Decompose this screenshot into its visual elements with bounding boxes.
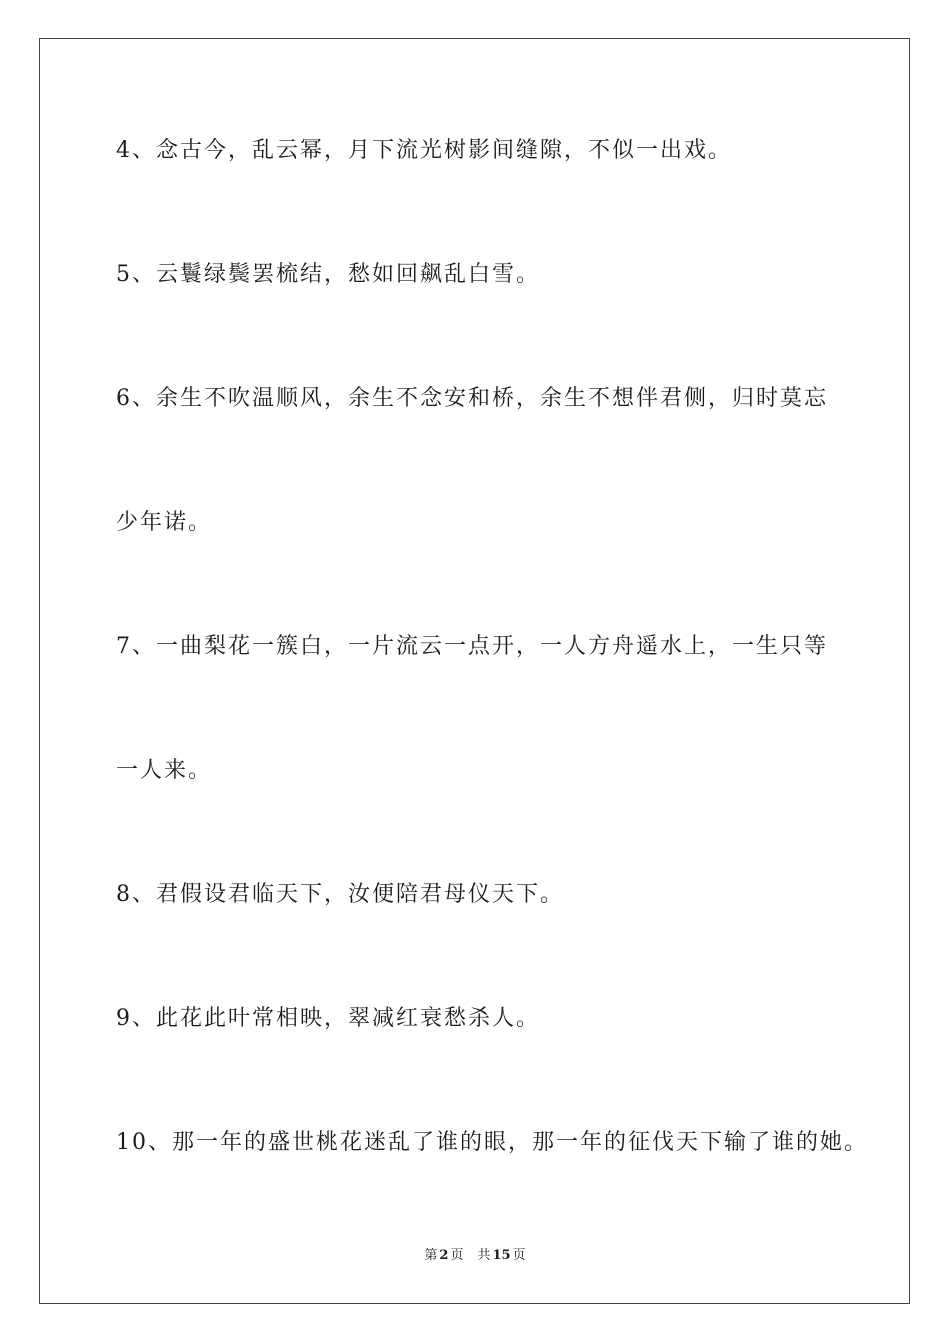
quote-line-9: 9、此花此叶常相映，翠减红衰愁杀人。 [116,1006,540,1031]
page-border [39,38,910,1304]
quote-line-6: 6、余生不吹温顺风，余生不念安和桥，余生不想伴君侧，归时莫忘 [116,386,828,411]
page-prefix: 第 [424,1248,438,1263]
quote-line-7: 7、一曲梨花一簇白，一片流云一点开，一人方舟遥水上，一生只等 [116,634,828,659]
total-prefix: 共 [477,1248,491,1263]
quote-line-6-continued: 少年诺。 [116,510,213,535]
page-number: 2 [439,1248,449,1263]
quote-line-7-continued: 一人来。 [116,758,213,783]
quote-line-8: 8、君假设君临天下，汝便陪君母仪天下。 [116,882,564,907]
page-suffix: 页 [450,1248,464,1263]
page-footer [0,1247,950,1265]
total-pages: 15 [492,1248,511,1263]
total-suffix: 页 [512,1248,526,1263]
quote-line-5: 5、云鬟绿鬓罢梳结，愁如回飙乱白雪。 [116,262,540,287]
quote-line-4: 4、念古今，乱云幂，月下流光树影间缝隙，不似一出戏。 [116,138,732,163]
quote-line-10: 10、那一年的盛世桃花迷乱了谁的眼，那一年的征伐天下输了谁的她。 [116,1130,868,1155]
